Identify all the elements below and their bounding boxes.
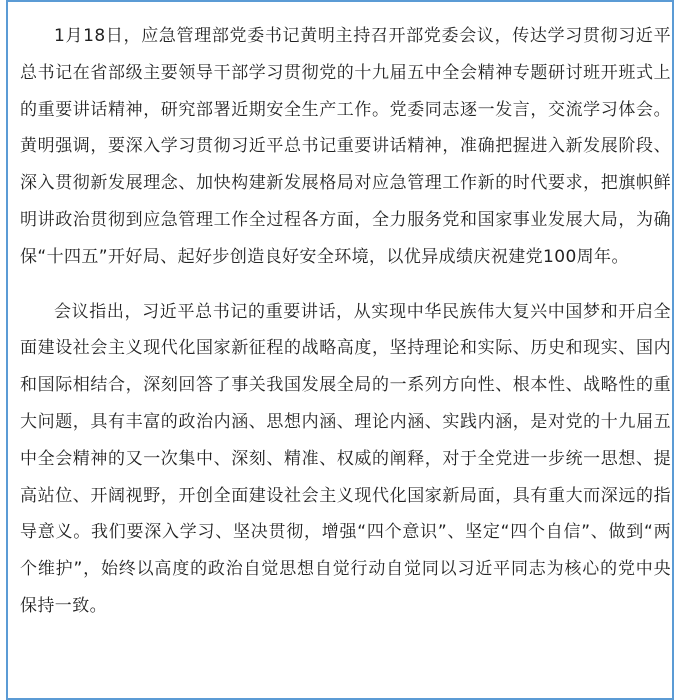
article-body	[20, 18, 671, 625]
article-paragraph-2: 会议指出，习近平总书记的重要讲话，从实现中华民族伟大复兴中国梦和开启全面建设社会主义现代化国家新征程的战略高度，坚持理论和实际、历史和现实、国内和国际相结合，深刻回答了事关我国发展全局的一系列方向性、根本性、战略性的重大问题，具有丰富的政治内涵、思想内涵、理论内涵、实践内涵，是对党的十九届五中全会精神的又一次集中、深刻、精准、权威的阐释，对于全党进一步统一思想、提高站位、开阔视野，开创全面建设社会主义现代化国家新局面，具有重大而深远的指导意义。我们要深入学习、坚决贯彻，增强“四个意识”、坚定“四个自信”、做到“两个维护”，始终以高度的政治自觉思想自觉行动自觉同以习近平同志为核心的党中央保持一致。	[20, 301, 671, 616]
article-paragraph-1: 1月18日，应急管理部党委书记黄明主持召开部党委会议，传达学习贯彻习近平总书记在省部级主要领导干部学习贯彻党的十九届五中全会精神专题研讨班开班式上的重要讲话精神，研究部署近期安全生产工作。党委同志逐一发言，交流学习体会。黄明强调，要深入学习贯彻习近平总书记重要讲话精神，准确把握进入新发展阶段、深入贯彻新发展理念、加快构建新发展格局对应急管理工作新的时代要求，把旗帜鲜明讲政治贯彻到应急管理工作全过程各方面，全力服务党和国家事业发展大局，为确保“十四五”开好局、起好步创造良好安全环境，以优异成绩庆祝建党100周年。	[20, 26, 671, 267]
article-frame	[6, 0, 674, 700]
